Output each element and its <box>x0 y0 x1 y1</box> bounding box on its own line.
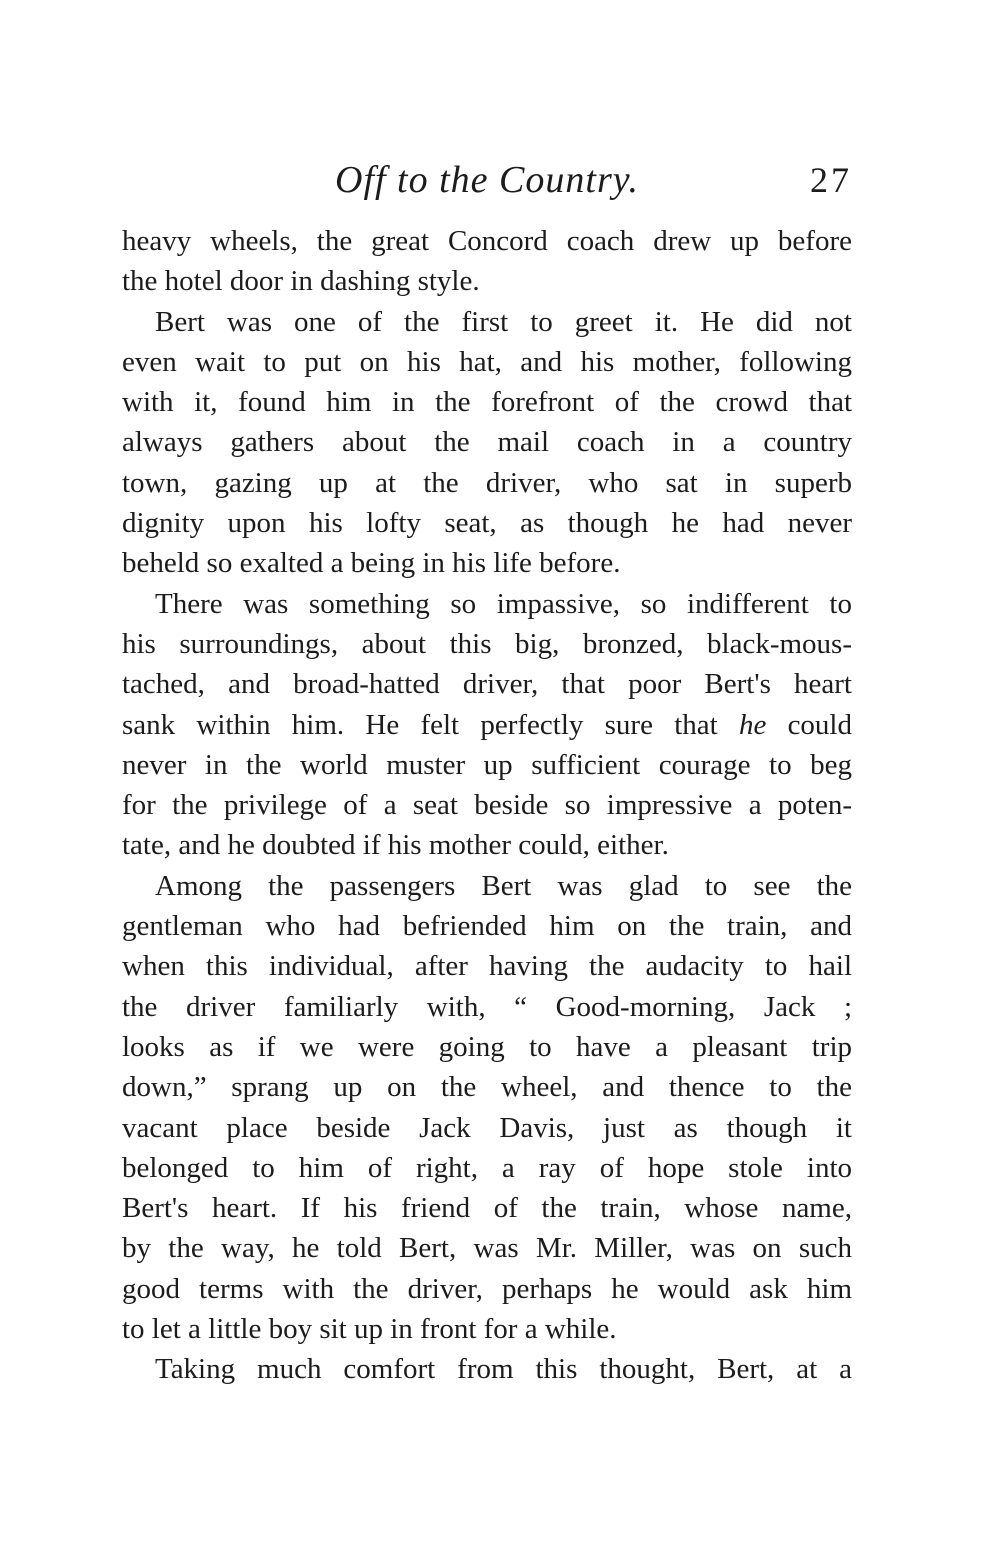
text-line: Taking much comfort from this thought, Bert, at a <box>155 1353 852 1386</box>
text-line: vacant place beside Jack Davis, just as though it <box>122 1111 852 1144</box>
text-line: Among the passengers Bert was glad to see the <box>155 869 852 902</box>
text-line: Bert was one of the first to greet it. He did not <box>155 305 852 338</box>
body-text <box>122 221 852 1390</box>
text-line: never in the world muster up sufficient courage to beg <box>122 748 852 781</box>
running-title: Off to the Country. <box>335 159 639 201</box>
text-line: dignity upon his lofty seat, as though he had never <box>122 507 852 540</box>
text-line: always gathers about the mail coach in a country <box>122 426 852 459</box>
text-line: by the way, he told Bert, was Mr. Miller, was on such <box>122 1232 852 1265</box>
text-segment: sank within him. He felt perfectly sure that <box>122 708 718 741</box>
text-line: good terms with the driver, perhaps he would ask him <box>122 1272 852 1305</box>
text-line: beheld so exalted a being in his life before. <box>122 547 621 580</box>
text-line: with it, found him in the forefront of the crowd that <box>122 386 852 419</box>
text-line: tached, and broad-hatted driver, that poor Bert's heart <box>122 668 852 701</box>
running-head <box>122 150 852 210</box>
text-line: town, gazing up at the driver, who sat in superb <box>122 466 852 499</box>
text-line: Bert's heart. If his friend of the train, whose name, <box>122 1192 852 1225</box>
emphasized-word: he <box>738 708 767 741</box>
text-line: his surroundings, about this big, bronzed, black-mous- <box>122 627 852 660</box>
text-line: when this individual, after having the audacity to hail <box>122 950 852 983</box>
text-line: down,” sprang up on the wheel, and thence to the <box>122 1071 852 1104</box>
text-line: heavy wheels, the great Concord coach drew up before <box>122 225 852 257</box>
text-line <box>122 705 852 745</box>
text-line: the hotel door in dashing style. <box>122 265 480 298</box>
text-line: There was something so impassive, so indifferent to <box>155 587 852 620</box>
text-segment: could <box>787 708 852 741</box>
text-line: looks as if we were going to have a pleasant trip <box>122 1030 852 1063</box>
text-line: the driver familiarly with, “ Good-morning, Jack ; <box>122 990 852 1023</box>
text-line: even wait to put on his hat, and his mother, following <box>122 345 852 378</box>
text-line: gentleman who had befriended him on the train, and <box>122 910 852 943</box>
text-line: to let a little boy sit up in front for a while. <box>122 1313 617 1346</box>
text-line: for the privilege of a seat beside so impressive a poten- <box>122 789 852 822</box>
text-line: tate, and he doubted if his mother could, either. <box>122 829 669 862</box>
text-line: belonged to him of right, a ray of hope stole into <box>122 1151 852 1184</box>
page-number: 27 <box>810 160 852 200</box>
